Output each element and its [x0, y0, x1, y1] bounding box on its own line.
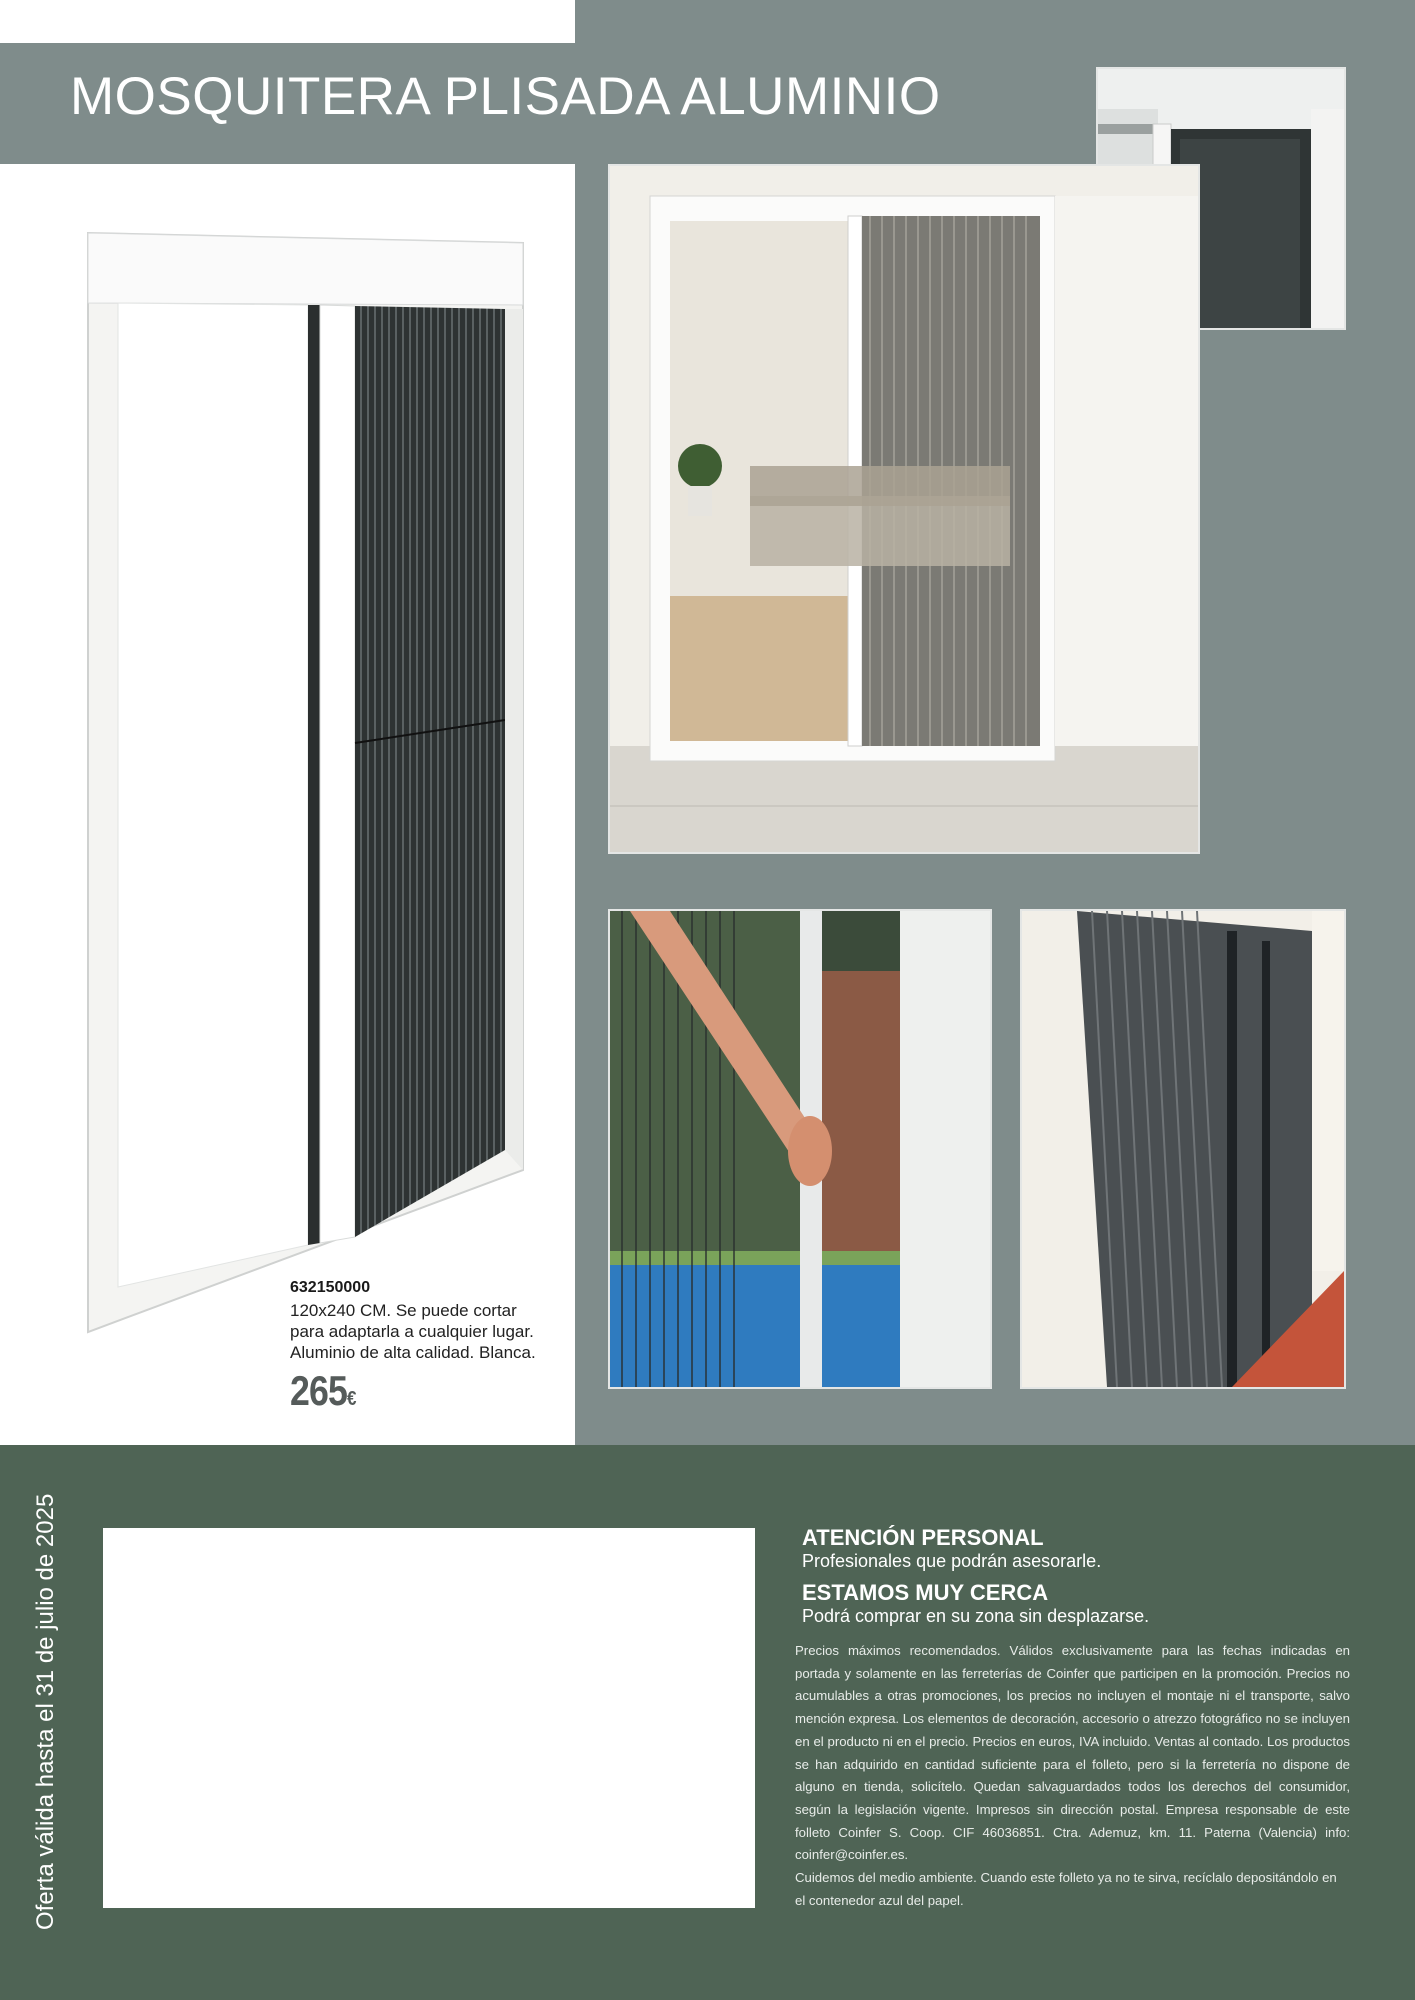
living-room-photo — [608, 164, 1200, 854]
pool-hand-photo — [608, 909, 992, 1389]
store-stamp-area — [103, 1528, 755, 1908]
offer-validity: Oferta válida hasta el 31 de julio de 2025 — [32, 1493, 59, 1930]
info-heading: ATENCIÓN PERSONAL — [802, 1525, 1044, 1550]
info-subtext: Profesionales que podrán asesorarle. — [802, 1551, 1102, 1571]
legal-closing: Cuidemos del medio ambiente. Cuando este folleto ya no te sirva, recíclalo depositándolo en el contenedor azul del papel. — [795, 1870, 1337, 1908]
product-description-line: 120x240 CM. Se puede cortar — [290, 1301, 517, 1320]
product-price — [290, 1367, 356, 1415]
product-reference: 632150000 — [290, 1279, 371, 1296]
product-description — [290, 1300, 550, 1363]
product-door-image — [80, 225, 530, 1350]
info-subtext: Podrá comprar en su zona sin desplazarse. — [802, 1606, 1150, 1626]
product-description-line: para adaptarla a cualquier lugar. — [290, 1322, 534, 1341]
legal-text — [795, 1640, 1350, 1912]
building-exterior-photo — [1020, 909, 1346, 1389]
page-title: MOSQUITERA PLISADA ALUMINIO — [70, 67, 941, 126]
info-block-nearby — [802, 1580, 1149, 1627]
price-currency: € — [347, 1388, 356, 1410]
price-value: 265 — [290, 1367, 348, 1414]
product-description-line: Aluminio de alta calidad. Blanca. — [290, 1343, 536, 1362]
legal-paragraph: Precios máximos recomendados. Válidos exclusivamente para las fechas indicadas en portada y solamente en las ferreterías de Coinfer que participen en la promoción. Precios no acumulables a otras promociones, los precios no incluyen el montaje ni el transporte, salvo mención expresa. Los elementos de decoración, accesorio o atrezzo fotográfico no se incluyen en el producto ni en el precio. Precios en euros, IVA incluido. Ventas al contado. Los productos se han adquirido en cantidad suficiente para el folleto, pero si la ferretería no dispone de alguno en tienda, solicítelo. Quedan salvaguardados todos los derechos del consumidor, según la legislación vigente. Impresos sin dirección postal. Empresa responsable de este folleto Coinfer S. Coop. CIF 46036851. Ctra. Ademuz, km. 11. Paterna (Valencia) info: coinfer@coinfer.es. — [795, 1643, 1350, 1863]
info-block-attention — [802, 1525, 1101, 1572]
info-heading: ESTAMOS MUY CERCA — [802, 1580, 1049, 1605]
